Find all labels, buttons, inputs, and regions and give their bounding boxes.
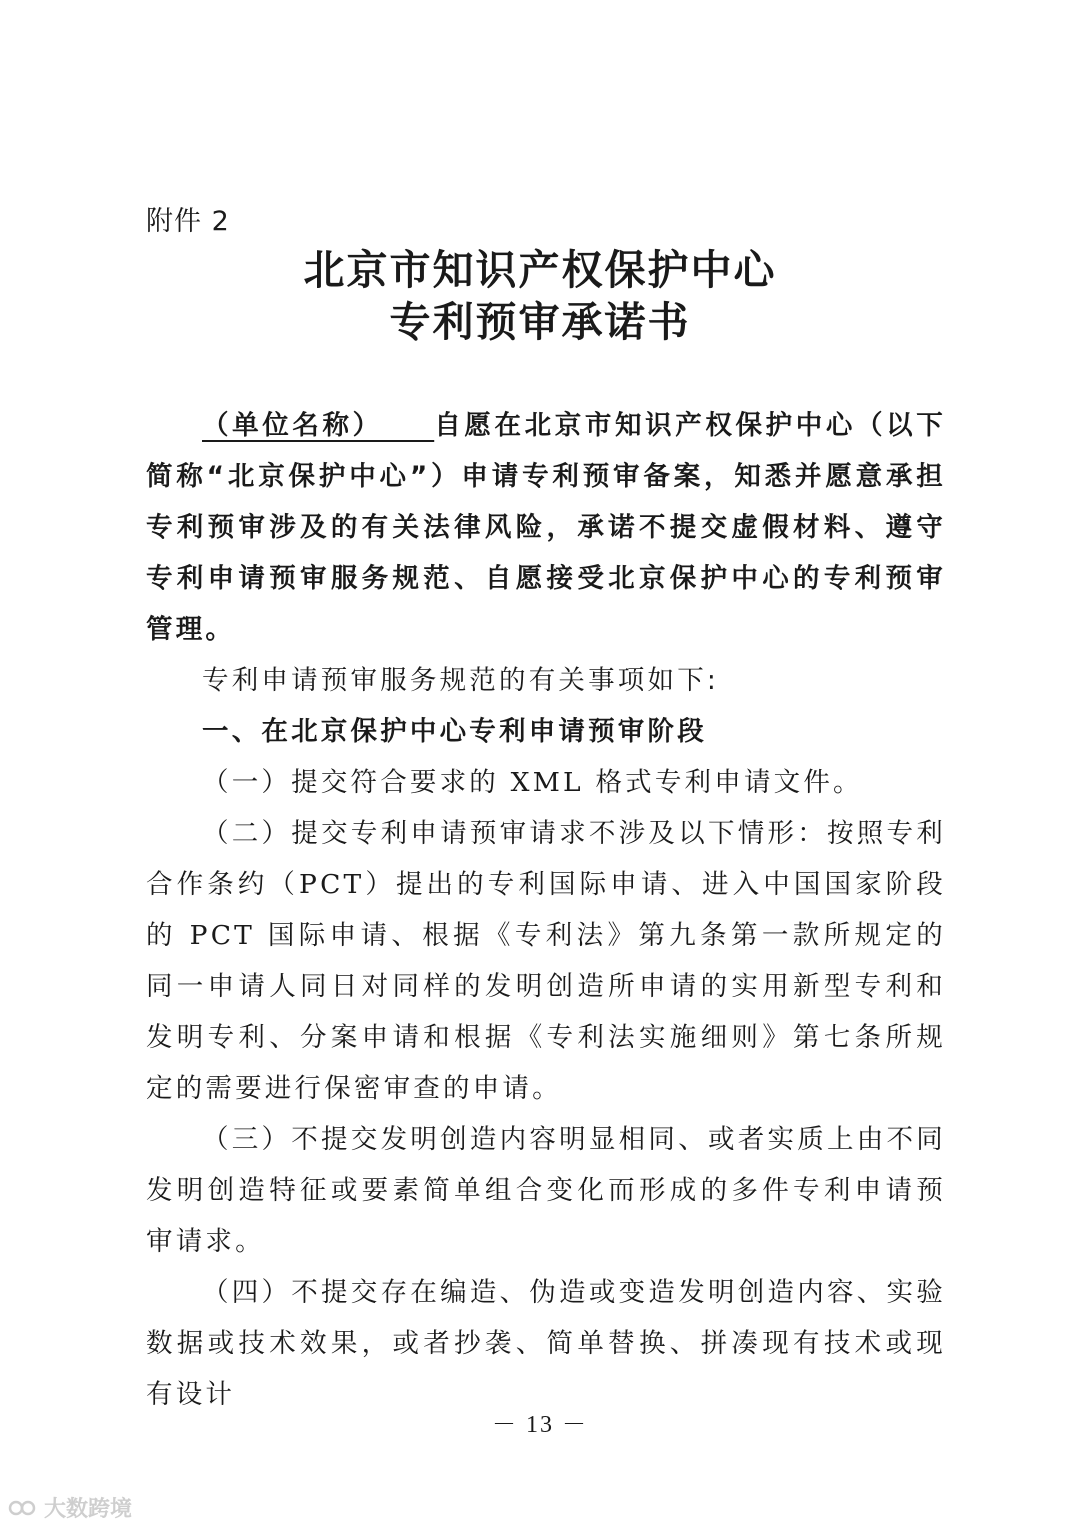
page-number: － 13 － xyxy=(492,1412,588,1438)
commitment-paragraph xyxy=(146,400,946,655)
attachment-label: 附件 2 xyxy=(146,206,230,237)
watermark xyxy=(8,1492,132,1523)
clause-1: （一）提交符合要求的 XML 格式专利申请文件。 xyxy=(202,767,863,798)
clause-4: （四）不提交存在编造、伪造或变造发明创造内容、实验数据或技术效果，或者抄袭、简单替换、拼凑现有技术或现有设计 xyxy=(146,1277,946,1410)
document-body xyxy=(146,400,946,1420)
document-title-line-1: 北京市知识产权保护中心 xyxy=(303,246,777,294)
document-title-line-2: 专利预审承诺书 xyxy=(389,298,691,346)
watermark-logo-icon xyxy=(8,1497,38,1519)
intro-paragraph: 专利申请预审服务规范的有关事项如下: xyxy=(202,665,720,696)
commitment-text: 自愿在北京市知识产权保护中心（以下简称“北京保护中心”）申请专利预审备案，知悉并愿意承担专利预审涉及的有关法律风险，承诺不提交虚假材料、遵守专利申请预审服务规范、自愿接受北京保护中心的专利预审管理。 xyxy=(146,410,947,645)
clause-2: （二）提交专利申请预审请求不涉及以下情形：按照专利合作条约（PCT）提出的专利国际申请、进入中国国家阶段的 PCT 国际申请、根据《专利法》第九条第一款所规定的同一申请人同日对同样的发明创造所申请的实用新型专利和发明专利、分案申请和根据《专利法实施细则》第七条所规定的需要进行保密审查的申请。 xyxy=(146,818,946,1104)
section-heading-1: 一、在北京保护中心专利申请预审阶段 xyxy=(202,716,707,747)
unit-name-blank: （单位名称） xyxy=(202,410,435,441)
watermark-text: 大数跨境 xyxy=(44,1497,133,1522)
clause-3: （三）不提交发明创造内容明显相同、或者实质上由不同发明创造特征或要素简单组合变化而形成的多件专利申请预审请求。 xyxy=(146,1124,946,1257)
